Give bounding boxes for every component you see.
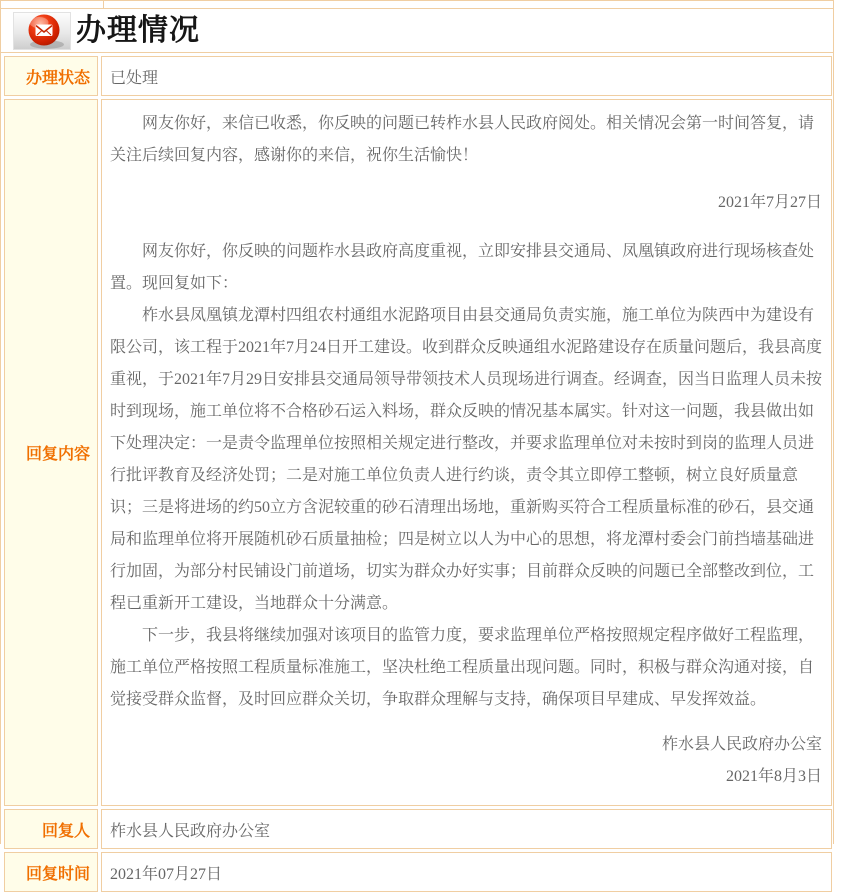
reply-paragraph: 柞水县凤凰镇龙潭村四组农村通组水泥路项目由县交通局负责实施，施工单位为陕西中为建设有限公司，该工程于2021年7月24日开工建设。收到群众反映通组水泥路建设存在质量问题后，我县高度重视，于2021年7月29日安排县交通局领导带领技术人员现场进行调查。经调查，因当日监理人员未按时到现场，施工单位将不合格砂石运入料场，群众反映的情况基本属实。针对这一问题，我县做出如下处理决定：一是责令监理单位按照相关规定进行整改，并要求监理单位对未按时到岗的监理人员进行批评教育及经济处罚；二是对施工单位负责人进行约谈，责令其立即停工整顿，树立良好质量意识；三是将进场的约50立方含泥较重的砂石清理出场地，重新购买符合工程质量标准的砂石，县交通局和监理单位将开展随机砂石质量抽检；四是树立以人为中心的思想，将龙潭村委会门前挡墙基础进行加固，为部分村民铺设门前道场，切实为群众办好实事；目前群众反映的问题已全部整改到位，工程已重新开工建设，当地群众十分满意。: [110, 307, 823, 612]
reply-paragraph: 下一步，我县将继续加强对该项目的监管力度，要求监理单位严格按照规定程序做好工程监理，施工单位严格按照工程质量标准施工，坚决杜绝工程质量出现问题。同时，积极与群众沟通对接，自觉接受群众监督，及时回应群众关切，争取群众理解与支持，确保项目早建成、早发挥效益。: [110, 627, 815, 708]
processing-table: [1, 53, 835, 895]
reply-paragraph: 网友你好，来信已收悉，你反映的问题已转柞水县人民政府阅处。相关情况会第一时间答复，请关注后续回复内容，感谢你的来信，祝你生活愉快！: [110, 115, 815, 164]
replier-value: 柞水县人民政府办公室: [101, 809, 832, 849]
mail-icon: [13, 12, 71, 50]
reply-paragraph: 网友你好，你反映的问题柞水县政府高度重视，立即安排县交通局、凤凰镇政府进行现场核查处置。现回复如下：: [110, 243, 815, 292]
reply-time-label: 回复时间: [4, 852, 98, 892]
status-label: 办理状态: [4, 56, 98, 96]
first-reply-date: 2021年7月27日: [717, 194, 822, 211]
reply-time-value: 2021年07月27日: [101, 852, 832, 892]
replier-label: 回复人: [4, 809, 98, 849]
replier-row: [4, 809, 832, 849]
status-value: 已处理: [101, 56, 832, 96]
status-row: [4, 56, 832, 96]
reply-content-label: 回复内容: [4, 99, 98, 806]
cropped-row-above: [1, 0, 833, 9]
column-divider-line: [103, 1, 104, 8]
page-title: 办理情况: [76, 13, 200, 47]
reply-signature: 柞水县人民政府办公室: [661, 736, 822, 753]
section-header: [1, 9, 833, 53]
reply-content-row: [4, 99, 832, 806]
reply-signature-date: 2021年8月3日: [725, 768, 822, 785]
reply-content-value: [101, 99, 832, 806]
reply-time-row: [4, 852, 832, 892]
